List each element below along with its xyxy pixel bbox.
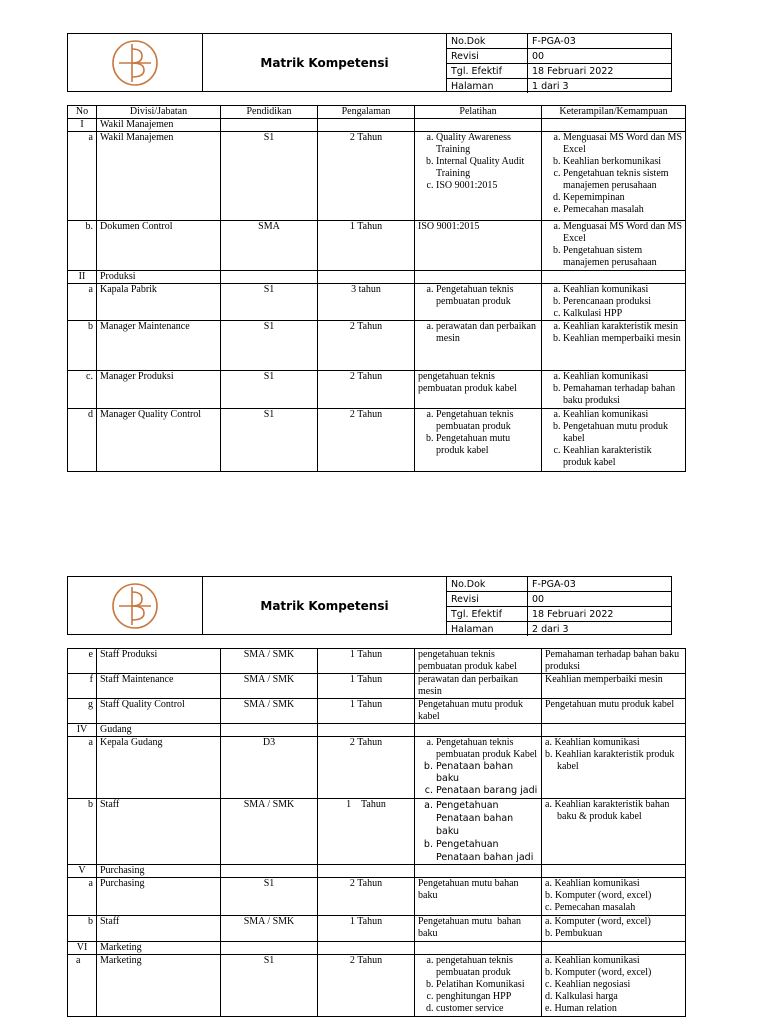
- section-row: [68, 119, 686, 132]
- halaman-label: Halaman: [447, 622, 528, 637]
- table-row: [68, 649, 686, 674]
- list-item: a. Keahlian komunikasi: [545, 878, 640, 889]
- no-dok-value: F-PGA-03: [528, 577, 672, 592]
- company-logo: [68, 577, 203, 634]
- list-item: a. Pengetahuan teknis pembuatan produk: [436, 284, 538, 308]
- row-no: a: [68, 878, 97, 916]
- row-pengalaman: 2 Tahun: [318, 371, 415, 409]
- table-row: [68, 409, 686, 472]
- row-no: a: [68, 737, 97, 799]
- row-jabatan: Kepala Gudang: [97, 737, 221, 799]
- table-row: [68, 955, 686, 1017]
- list-item: a. Komputer (word, excel): [545, 916, 651, 927]
- list-item: e. Human relation: [545, 1003, 617, 1014]
- row-no: g: [68, 699, 97, 724]
- row-no: f: [68, 674, 97, 699]
- list-item: a. Keahlian karakteristik bahan baku & produk kabel: [545, 799, 670, 822]
- row-jabatan: Marketing: [97, 955, 221, 1017]
- list-item: c. Keahlian karakteristik produk kabel: [563, 445, 682, 469]
- row-pengalaman: 2 Tahun: [318, 409, 415, 472]
- row-pengalaman: 2 Tahun: [318, 737, 415, 799]
- row-pelatihan: perawatan dan perbaikan mesin: [415, 674, 542, 699]
- table-row: [68, 132, 686, 221]
- list-item: b. Komputer (word, excel): [545, 967, 652, 978]
- bg-logo-icon: [105, 581, 165, 631]
- list-item: c. penghitungan HPP: [436, 991, 538, 1003]
- list-item: a. Keahlian komunikasi: [563, 371, 682, 383]
- row-keterampilan: [542, 371, 686, 409]
- row-pendidikan: SMA / SMK: [221, 699, 318, 724]
- row-jabatan: Purchasing: [97, 878, 221, 916]
- row-jabatan: Kapala Pabrik: [97, 284, 221, 321]
- list-item: b. Penataan bahan baku: [436, 761, 538, 785]
- row-no: a: [68, 955, 97, 1017]
- revisi-label: Revisi: [447, 49, 528, 64]
- tgl-efektif-label: Tgl. Efektif: [447, 607, 528, 622]
- revisi-label: Revisi: [447, 592, 528, 607]
- list-item: c. ISO 9001:2015: [436, 180, 538, 192]
- list-item: a. Pengetahuan Penataan bahan baku: [436, 799, 538, 838]
- row-pendidikan: SMA / SMK: [221, 916, 318, 942]
- doc-meta-table: [447, 577, 671, 636]
- table-row: [68, 321, 686, 371]
- halaman-value: 2 dari 3: [532, 623, 569, 635]
- competency-table-page1: [67, 105, 686, 472]
- list-item: b. Internal Quality Audit Training: [436, 156, 538, 180]
- list-item: a. Menguasai MS Word dan MS Excel: [563, 221, 682, 245]
- list-item: a. Menguasai MS Word dan MS Excel: [563, 132, 682, 156]
- row-pengalaman: 1 Tahun: [318, 699, 415, 724]
- section-no: IV: [68, 724, 97, 737]
- row-keterampilan: [542, 409, 686, 472]
- row-pengalaman: 2 Tahun: [318, 321, 415, 371]
- row-pelatihan: [415, 799, 542, 865]
- row-pelatihan: Pengetahuan mutu bahan baku: [415, 878, 542, 916]
- row-pendidikan: SMA: [221, 221, 318, 271]
- section-row: [68, 942, 686, 955]
- row-keterampilan: [542, 221, 686, 271]
- competency-table-page2: [67, 648, 686, 1017]
- section-row: [68, 271, 686, 284]
- row-keterampilan: [542, 132, 686, 221]
- section-row: [68, 724, 686, 737]
- section-name: Produksi: [97, 271, 221, 284]
- row-pendidikan: S1: [221, 878, 318, 916]
- list-item: b. Pengetahuan Penataan bahan jadi: [436, 838, 538, 864]
- row-pelatihan: Pengetahuan mutu bahan baku: [415, 916, 542, 942]
- revisi-value: 00: [528, 592, 672, 607]
- table-row: [68, 699, 686, 724]
- company-logo: [68, 34, 203, 91]
- list-item: a. Keahlian karakteristik mesin: [563, 321, 682, 333]
- row-no: d: [68, 409, 97, 472]
- list-item: c. Kalkulasi HPP: [563, 308, 682, 320]
- row-jabatan: Dokumen Control: [97, 221, 221, 271]
- list-item: c. Keahlian negosiasi: [545, 979, 631, 990]
- row-no: a: [68, 284, 97, 321]
- col-no-header: No: [68, 106, 97, 119]
- tgl-efektif-value: 18 Februari 2022: [528, 607, 672, 622]
- doc-meta-table: [447, 34, 671, 93]
- list-item: a. Keahlian komunikasi: [545, 737, 640, 748]
- list-item: b. Keahlian memperbaiki mesin: [563, 333, 682, 345]
- section-name: Marketing: [97, 942, 221, 955]
- row-pendidikan: D3: [221, 737, 318, 799]
- row-pendidikan: S1: [221, 409, 318, 472]
- list-item: b. Komputer (word, excel): [545, 890, 652, 901]
- row-keterampilan: [542, 916, 686, 942]
- row-pengalaman: 2 Tahun: [318, 878, 415, 916]
- list-item: a. perawatan dan perbaikan mesin: [436, 321, 538, 345]
- row-keterampilan: [542, 878, 686, 916]
- no-dok-value: F-PGA-03: [528, 34, 672, 49]
- doc-header-page2: [67, 576, 672, 635]
- section-row: [68, 865, 686, 878]
- row-pendidikan: S1: [221, 284, 318, 321]
- row-jabatan: Staff Maintenance: [97, 674, 221, 699]
- page-title: Matrik Kompetensi: [203, 34, 447, 91]
- section-name: Gudang: [97, 724, 221, 737]
- list-item: a. pengetahuan teknis pembuatan produk: [436, 955, 538, 979]
- page-title: Matrik Kompetensi: [203, 577, 447, 634]
- row-pengalaman: 1 Tahun: [318, 916, 415, 942]
- row-pelatihan: [415, 321, 542, 371]
- list-item: b. Pengetahuan mutu produk kabel: [563, 421, 682, 445]
- list-item: a. Quality Awareness Training: [436, 132, 538, 156]
- list-item: e. Pemecahan masalah: [563, 204, 682, 216]
- row-jabatan: Staff: [97, 916, 221, 942]
- row-no: b: [68, 799, 97, 865]
- row-no: e: [68, 649, 97, 674]
- halaman-label: Halaman: [447, 79, 528, 94]
- list-item: c. Pemecahan masalah: [545, 902, 636, 913]
- doc-header-page1: [67, 33, 672, 92]
- list-item: d. customer service: [436, 1003, 538, 1015]
- row-jabatan: Manager Quality Control: [97, 409, 221, 472]
- list-item: b. Pengetahuan sistem manajemen perusahaan: [563, 245, 682, 269]
- list-item: b. Pengetahuan mutu produk kabel: [436, 433, 538, 457]
- table-row: [68, 371, 686, 409]
- row-pelatihan: [415, 409, 542, 472]
- list-item: c. Pengetahuan teknis sistem manajemen perusahaan: [563, 168, 682, 192]
- list-item: b. Keahlian karakteristik produk kabel: [545, 749, 675, 772]
- row-pendidikan: SMA / SMK: [221, 674, 318, 699]
- list-item: d. Kepemimpinan: [563, 192, 682, 204]
- row-keterampilan: [542, 955, 686, 1017]
- halaman-value: 1 dari 3: [532, 80, 569, 92]
- row-pengalaman: 1 Tahun: [318, 674, 415, 699]
- bg-logo-icon: [105, 38, 165, 88]
- row-pengalaman: 1 Tahun: [318, 799, 415, 865]
- row-pendidikan: SMA / SMK: [221, 799, 318, 865]
- section-no: II: [68, 271, 97, 284]
- row-keterampilan: [542, 799, 686, 865]
- list-item: b. Keahlian berkomunikasi: [563, 156, 682, 168]
- row-pelatihan: ISO 9001:2015: [415, 221, 542, 271]
- row-pengalaman: 1 Tahun: [318, 221, 415, 271]
- row-pendidikan: SMA / SMK: [221, 649, 318, 674]
- row-no: a: [68, 132, 97, 221]
- row-keterampilan: [542, 737, 686, 799]
- row-jabatan: Wakil Manajemen: [97, 132, 221, 221]
- row-pelatihan: [415, 284, 542, 321]
- tgl-efektif-value: 18 Februari 2022: [528, 64, 672, 79]
- row-pengalaman: 2 Tahun: [318, 955, 415, 1017]
- col-keterampilan-header: Keterampilan/Kemampuan: [542, 106, 686, 119]
- list-item: b. Pembukuan: [545, 928, 603, 939]
- row-no: c.: [68, 371, 97, 409]
- row-keterampilan: Pemahaman terhadap bahan baku produksi: [542, 649, 686, 674]
- list-item: a. Keahlian komunikasi: [545, 955, 640, 966]
- list-item: a. Pengetahuan teknis pembuatan produk Kabel: [436, 737, 538, 761]
- list-item: c. Penataan barang jadi: [436, 785, 538, 797]
- no-dok-label: No.Dok: [447, 577, 528, 592]
- list-item: b. Pemahaman terhadap bahan baku produksi: [563, 383, 682, 407]
- table-row: [68, 878, 686, 916]
- row-keterampilan: Keahlian memperbaiki mesin: [542, 674, 686, 699]
- section-name: Purchasing: [97, 865, 221, 878]
- table-row: [68, 284, 686, 321]
- row-pelatihan: [415, 955, 542, 1017]
- row-keterampilan: [542, 321, 686, 371]
- table-row: [68, 674, 686, 699]
- row-pendidikan: S1: [221, 132, 318, 221]
- row-pelatihan: [415, 132, 542, 221]
- list-item: b. Perencanaan produksi: [563, 296, 682, 308]
- row-pendidikan: S1: [221, 321, 318, 371]
- table-row: [68, 916, 686, 942]
- row-pelatihan: pengetahuan teknis pembuatan produk kabel: [415, 371, 542, 409]
- row-pendidikan: S1: [221, 955, 318, 1017]
- row-no: b: [68, 916, 97, 942]
- list-item: d. Kalkulasi harga: [545, 991, 618, 1002]
- row-no: b.: [68, 221, 97, 271]
- list-item: b. Pelatihan Komunikasi: [436, 979, 538, 991]
- row-jabatan: Manager Produksi: [97, 371, 221, 409]
- row-keterampilan: Pengetahuan mutu produk kabel: [542, 699, 686, 724]
- row-jabatan: Staff Produksi: [97, 649, 221, 674]
- col-pendidikan-header: Pendidikan: [221, 106, 318, 119]
- list-item: a. Keahlian komunikasi: [563, 284, 682, 296]
- row-no: b: [68, 321, 97, 371]
- col-pengalaman-header: Pengalaman: [318, 106, 415, 119]
- row-pengalaman: 3 tahun: [318, 284, 415, 321]
- table-row: [68, 737, 686, 799]
- row-pengalaman: 1 Tahun: [318, 649, 415, 674]
- section-no: I: [68, 119, 97, 132]
- table-header-row: [68, 106, 686, 119]
- row-pelatihan: [415, 737, 542, 799]
- col-pelatihan-header: Pelatihan: [415, 106, 542, 119]
- row-pengalaman: 2 Tahun: [318, 132, 415, 221]
- row-pelatihan: pengetahuan teknis pembuatan produk kabel: [415, 649, 542, 674]
- section-no: V: [68, 865, 97, 878]
- revisi-value: 00: [528, 49, 672, 64]
- list-item: a. Pengetahuan teknis pembuatan produk: [436, 409, 538, 433]
- row-keterampilan: [542, 284, 686, 321]
- col-jabatan-header: Divisi/Jabatan: [97, 106, 221, 119]
- row-jabatan: Manager Maintenance: [97, 321, 221, 371]
- row-pelatihan: Pengetahuan mutu produk kabel: [415, 699, 542, 724]
- section-no: VI: [68, 942, 97, 955]
- row-pendidikan: S1: [221, 371, 318, 409]
- no-dok-label: No.Dok: [447, 34, 528, 49]
- section-name: Wakil Manajemen: [97, 119, 221, 132]
- table-row: [68, 799, 686, 865]
- table-row: [68, 221, 686, 271]
- row-jabatan: Staff Quality Control: [97, 699, 221, 724]
- list-item: a. Keahlian komunikasi: [563, 409, 682, 421]
- tgl-efektif-label: Tgl. Efektif: [447, 64, 528, 79]
- row-jabatan: Staff: [97, 799, 221, 865]
